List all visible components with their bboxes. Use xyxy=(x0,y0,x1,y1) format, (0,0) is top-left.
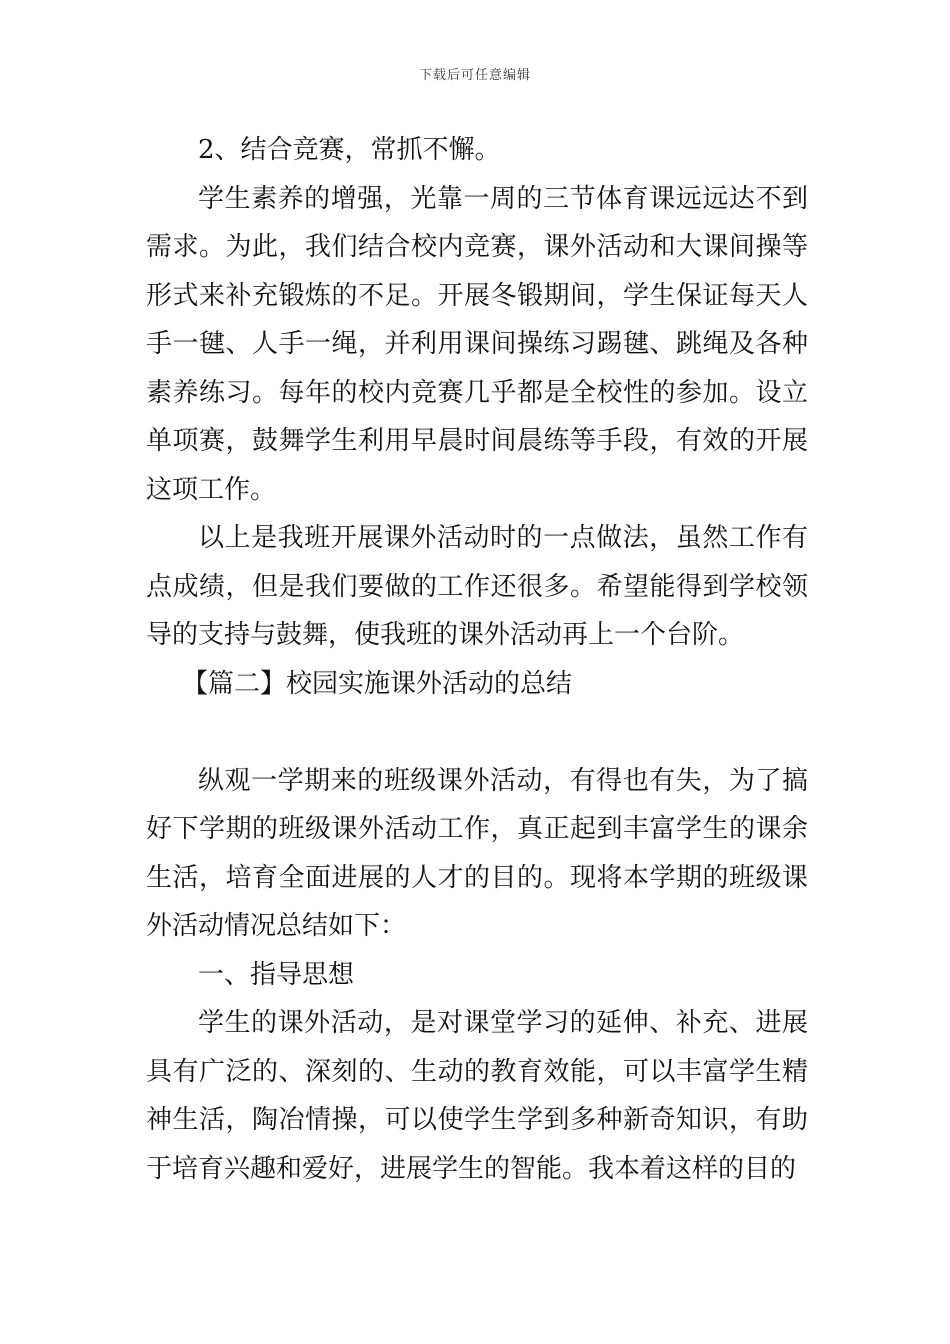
paragraph-body: 学生素养的增强，光靠一周的三节体育课远远达不到需求。为此，我们结合校内竞赛，课外活动和大课间操等形式来补充锻炼的不足。开展冬锻期间，学生保证每天人手一毽、人手一绳，并利用课间操练习踢毽、跳绳及各种素养练习。每年的校内竞赛几乎都是全校性的参加。设立单项赛，鼓舞学生利用早晨时间晨练等手段，有效的开展这项工作。 xyxy=(146,183,808,505)
paragraph-body: 学生的课外活动，是对课堂学习的延伸、补充、进展具有广泛的、深刻的、生动的教育效能，可以丰富学生精神生活，陶冶情操，可以使学生学到多种新奇知识，有助于培育兴趣和爱好，进展学生的智能。我本着这样的目的 xyxy=(146,1008,808,1184)
blank-line xyxy=(146,708,808,757)
page-header: 下载后可任意编辑 xyxy=(418,68,531,83)
paragraph-body: 纵观一学期来的班级课外活动，有得也有失，为了搞好下学期的班级课外活动工作，真正起到丰富学生的课余生活，培育全面进展的人才的目的。现将本学期的班级课外活动情况总结如下： xyxy=(146,765,808,941)
document-body xyxy=(146,126,808,1193)
paragraph-section-heading: 2、结合竞赛，常抓不懈。 xyxy=(198,135,501,165)
article-title: 【篇二】校园实施课外活动的总结 xyxy=(182,668,573,699)
paragraph-section-heading: 一、指导思想 xyxy=(198,959,355,990)
paragraph-body: 以上是我班开展课外活动时的一点做法，虽然工作有点成绩，但是我们要做的工作还很多。希望能得到学校领导的支持与鼓舞，使我班的课外活动再上一个台阶。 xyxy=(146,523,808,650)
